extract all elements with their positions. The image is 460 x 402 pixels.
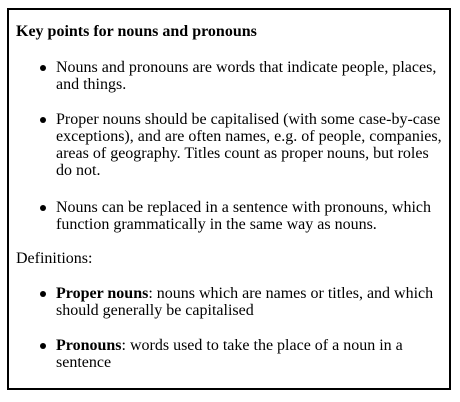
key-point-item: Nouns can be replaced in a sentence with pronouns, which function grammatically in the same way as nouns. [56,199,446,233]
definition-term: Proper nouns [56,285,149,302]
definition-item [56,285,446,319]
box-title: Key points for nouns and pronouns [16,23,257,40]
definition-term: Pronouns [56,337,122,354]
definition-text: : words used to take the place of a noun in a sentence [56,337,403,371]
key-points-box [7,8,451,390]
definition-text: : nouns which are names or titles, and which should generally be capitalised [56,285,434,319]
key-point-item: Proper nouns should be capitalised (with some case-by-case exceptions), and are often names, e.g. of people, companies, areas of geography. Titles count as proper nouns, but roles do not. [56,111,446,179]
definitions-label: Definitions: [16,250,93,267]
key-point-item: Nouns and pronouns are words that indicate people, places, and things. [56,59,446,93]
definition-item [56,337,446,371]
